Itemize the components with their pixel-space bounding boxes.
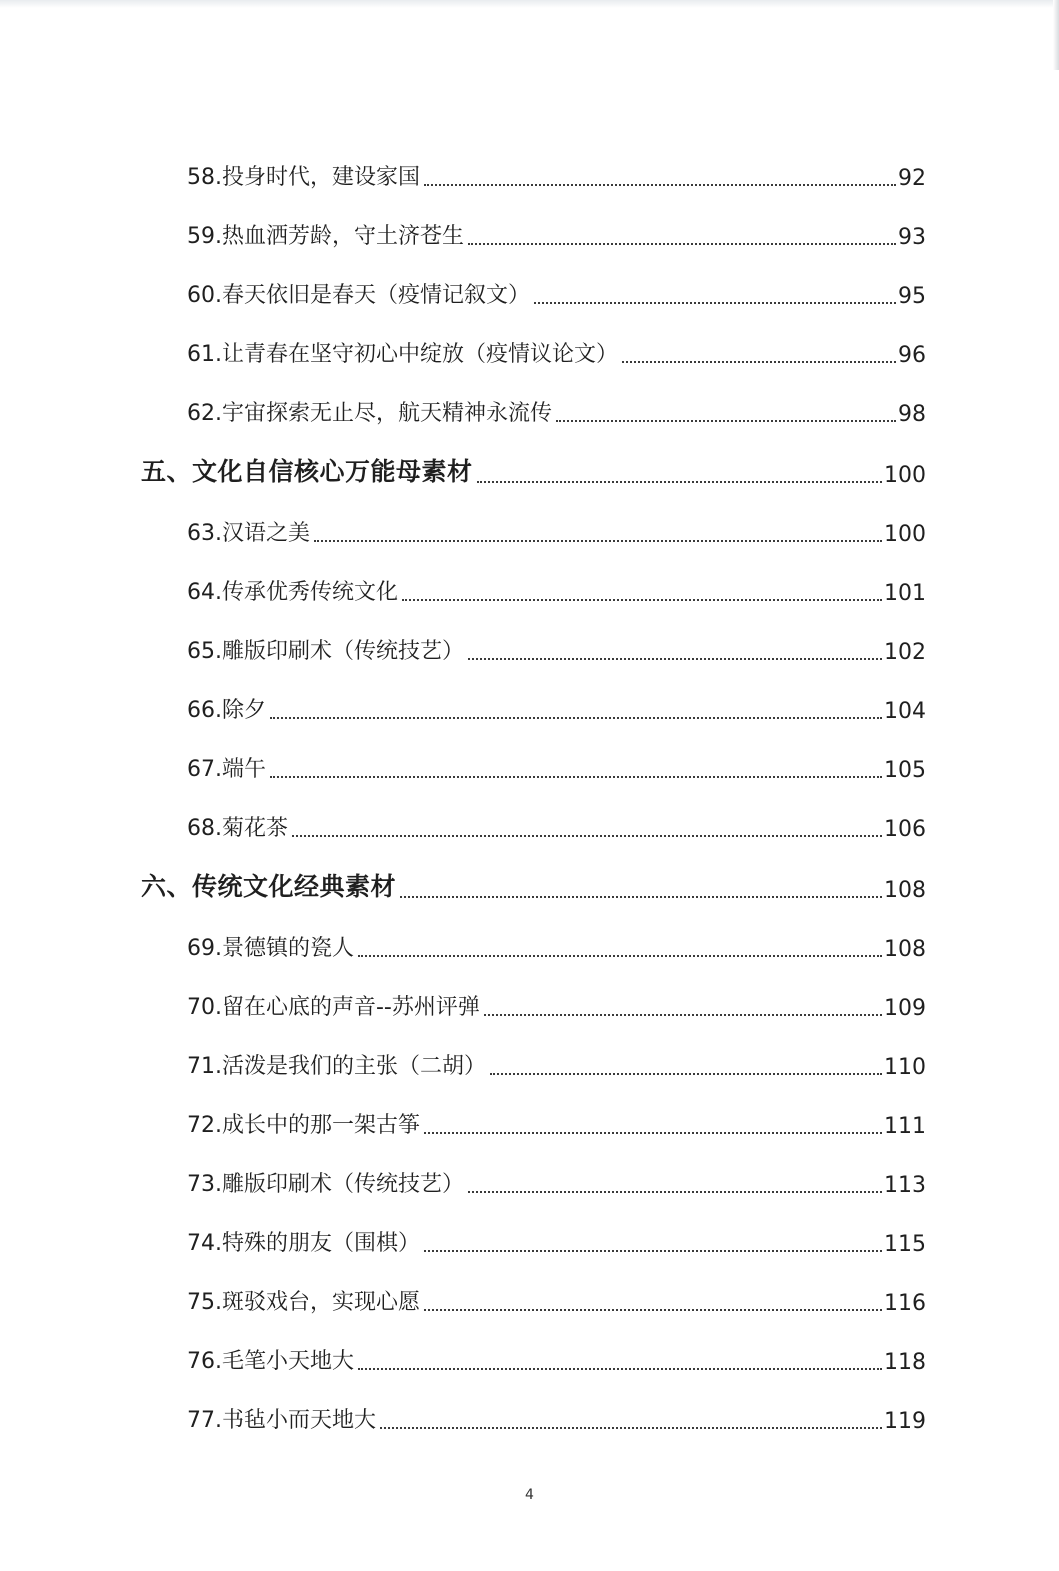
toc-leader-dots xyxy=(270,717,882,719)
page-number: 4 xyxy=(525,1487,534,1503)
toc-entry[interactable] xyxy=(0,1330,1059,1389)
toc-entry[interactable] xyxy=(0,146,1059,205)
toc-section-page: 100 xyxy=(884,463,926,488)
toc-section-heading[interactable] xyxy=(0,441,1059,502)
toc-entry-page: 108 xyxy=(884,937,926,962)
toc-entry[interactable] xyxy=(0,620,1059,679)
page-right-edge xyxy=(1053,0,1059,70)
toc-entry-title: 75.斑驳戏台，实现心愿 xyxy=(187,1290,420,1315)
table-of-contents xyxy=(0,146,1059,1448)
toc-entry[interactable] xyxy=(0,1389,1059,1448)
toc-entry-title: 74.特殊的朋友（围棋） xyxy=(187,1231,420,1256)
toc-leader-dots xyxy=(477,481,882,483)
toc-entry-page: 111 xyxy=(884,1114,926,1139)
toc-leader-dots xyxy=(400,896,882,898)
toc-leader-dots xyxy=(556,420,896,422)
toc-entry-title: 68.菊花茶 xyxy=(187,816,288,841)
toc-leader-dots xyxy=(484,1014,882,1016)
toc-entry[interactable] xyxy=(0,561,1059,620)
toc-entry[interactable] xyxy=(0,917,1059,976)
toc-leader-dots xyxy=(380,1427,882,1429)
toc-entry[interactable] xyxy=(0,1035,1059,1094)
toc-leader-dots xyxy=(468,658,882,660)
toc-leader-dots xyxy=(468,243,896,245)
toc-entry[interactable] xyxy=(0,679,1059,738)
toc-entry[interactable] xyxy=(0,264,1059,323)
toc-entry[interactable] xyxy=(0,205,1059,264)
page-top-edge xyxy=(0,0,1059,8)
toc-entry-page: 109 xyxy=(884,996,926,1021)
toc-entry-title: 72.成长中的那一架古筝 xyxy=(187,1113,420,1138)
toc-entry-title: 59.热血洒芳龄，守土济苍生 xyxy=(187,224,464,249)
toc-entry-title: 77.书毡小而天地大 xyxy=(187,1408,376,1433)
toc-entry-title: 63.汉语之美 xyxy=(187,521,310,546)
toc-leader-dots xyxy=(424,1309,882,1311)
toc-entry-page: 105 xyxy=(884,758,926,783)
toc-leader-dots xyxy=(490,1073,882,1075)
toc-entry[interactable] xyxy=(0,1153,1059,1212)
toc-entry[interactable] xyxy=(0,382,1059,441)
toc-entry-page: 115 xyxy=(884,1232,926,1257)
toc-leader-dots xyxy=(314,540,882,542)
toc-entry-title: 58.投身时代，建设家国 xyxy=(187,165,420,190)
toc-entry-page: 118 xyxy=(884,1350,926,1375)
toc-entry-page: 101 xyxy=(884,581,926,606)
toc-entry-title: 76.毛笔小天地大 xyxy=(187,1349,354,1374)
toc-entry-page: 98 xyxy=(898,402,926,427)
toc-entry-page: 92 xyxy=(898,166,926,191)
toc-entry[interactable] xyxy=(0,1212,1059,1271)
toc-entry-title: 66.除夕 xyxy=(187,698,266,723)
toc-section-page: 108 xyxy=(884,878,926,903)
toc-entry[interactable] xyxy=(0,976,1059,1035)
toc-entry-title: 65.雕版印刷术（传统技艺） xyxy=(187,639,464,664)
toc-leader-dots xyxy=(358,1368,882,1370)
toc-entry[interactable] xyxy=(0,323,1059,382)
toc-entry-page: 106 xyxy=(884,817,926,842)
toc-entry-page: 93 xyxy=(898,225,926,250)
toc-entry-page: 95 xyxy=(898,284,926,309)
toc-leader-dots xyxy=(424,184,896,186)
toc-entry-page: 119 xyxy=(884,1409,926,1434)
toc-entry[interactable] xyxy=(0,738,1059,797)
toc-leader-dots xyxy=(292,835,882,837)
toc-section-title: 六、传统文化经典素材 xyxy=(141,872,397,901)
toc-leader-dots xyxy=(358,955,882,957)
toc-entry-title: 73.雕版印刷术（传统技艺） xyxy=(187,1172,464,1197)
toc-leader-dots xyxy=(270,776,882,778)
toc-entry-title: 71.活泼是我们的主张（二胡） xyxy=(187,1054,486,1079)
toc-entry[interactable] xyxy=(0,1271,1059,1330)
toc-entry-title: 70.留在心底的声音--苏州评弹 xyxy=(187,995,480,1020)
toc-section-title: 五、文化自信核心万能母素材 xyxy=(141,457,473,486)
toc-section-heading[interactable] xyxy=(0,856,1059,917)
toc-entry-title: 67.端午 xyxy=(187,757,266,782)
toc-leader-dots xyxy=(424,1250,882,1252)
toc-entry[interactable] xyxy=(0,797,1059,856)
toc-leader-dots xyxy=(402,599,882,601)
toc-entry-title: 64.传承优秀传统文化 xyxy=(187,580,398,605)
toc-leader-dots xyxy=(424,1132,882,1134)
toc-leader-dots xyxy=(622,361,896,363)
toc-entry-title: 61.让青春在坚守初心中绽放（疫情议论文） xyxy=(187,342,618,367)
toc-entry-page: 102 xyxy=(884,640,926,665)
toc-leader-dots xyxy=(534,302,896,304)
toc-entry-page: 113 xyxy=(884,1173,926,1198)
toc-entry-page: 100 xyxy=(884,522,926,547)
toc-entry-page: 116 xyxy=(884,1291,926,1316)
toc-entry-page: 96 xyxy=(898,343,926,368)
toc-entry[interactable] xyxy=(0,502,1059,561)
toc-entry-title: 69.景德镇的瓷人 xyxy=(187,936,354,961)
toc-entry-title: 60.春天依旧是春天（疫情记叙文） xyxy=(187,283,530,308)
toc-entry-page: 110 xyxy=(884,1055,926,1080)
toc-entry-title: 62.宇宙探索无止尽，航天精神永流传 xyxy=(187,401,552,426)
toc-entry-page: 104 xyxy=(884,699,926,724)
toc-entry[interactable] xyxy=(0,1094,1059,1153)
toc-leader-dots xyxy=(468,1191,882,1193)
